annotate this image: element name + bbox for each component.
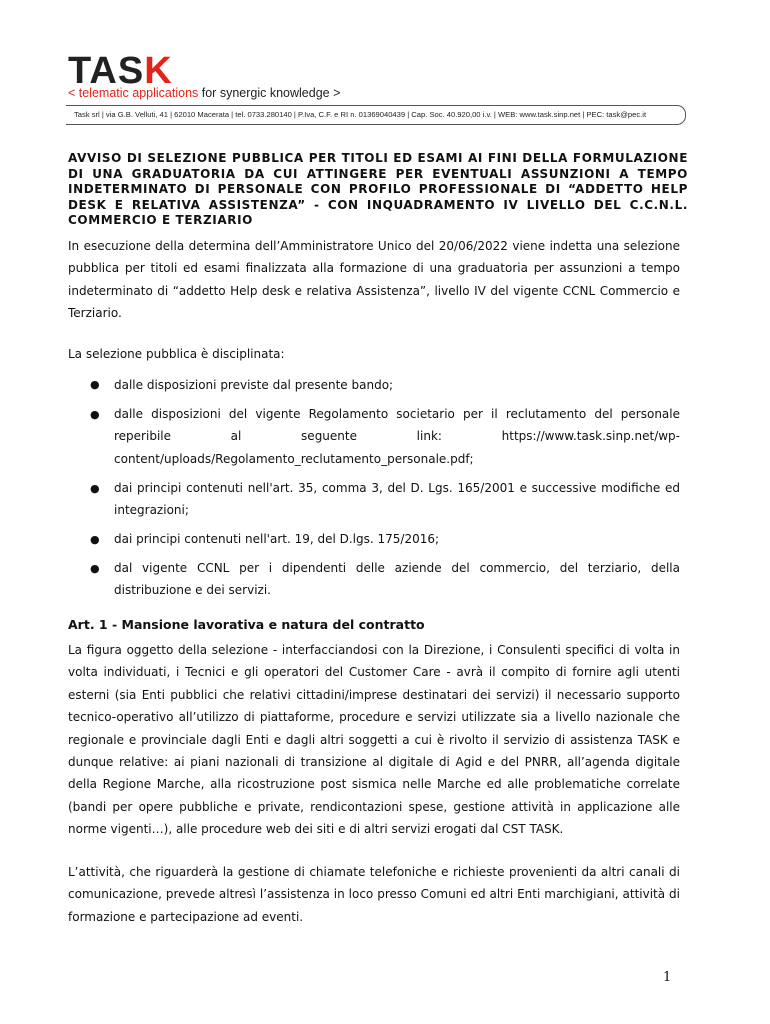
- bullet-icon: ●: [90, 482, 100, 495]
- tagline-part1: < telematic applications: [68, 86, 199, 100]
- bullet-icon: ●: [90, 562, 100, 575]
- article-1-paragraph-1: La figura oggetto della selezione - interfacciandosi con la Direzione, i Consulenti specifici di volta in volta individuati, i Tecnici e gli operatori del Customer Care - avrà il compito di fornire agli utenti esterni (sia Enti pubblici che relativi cittadini/imprese destinatari dei servizi) il necessario supporto tecnico-operativo all’utilizzo di piattaforme, procedure e servizi utilizzate sia a livello nazionale che regionale e provinciale dagli Enti e dagli altri soggetti a cui è rivolto il servizio di assistenza TASK e dunque relative: ai piani nazionali di transizione al digitale di Agid e del PNRR, all’agenda digitale della Regione Marche, alla ricostruzione post sismica nelle Marche ed alle problematiche correlate (bandi per opere pubbliche e private, rendicontazioni spese, gestione attività in applicazione alle norme vigenti…), alle procedure web dei siti e di altri servizi erogati dal CST TASK.: [68, 643, 680, 837]
- article-1-paragraph-2: L’attività, che riguarderà la gestione di chiamate telefoniche e richieste provenienti da altri canali di comunicazione, prevede altresì l’assistenza in loco presso Comuni ed altri Enti marchigiani, attività di formazione e partecipazione ad eventi.: [68, 865, 680, 924]
- company-info-bar: Task srl | via G.B. Velluti, 41 | 62010 Macerata | tel. 0733.280140 | P.Iva, C.F. e RI n. 01369040439 | Cap. Soc. 40.920,00 i.v. | WEB: www.task.sinp.net | PEC: task@pec.it: [66, 105, 686, 125]
- document-title: AVVISO DI SELEZIONE PUBBLICA PER TITOLI ED ESAMI AI FINI DELLA FORMULAZIONE DI UNA GRADUATORIA DA CUI ATTINGERE PER EVENTUALI ASSUNZIONI A TEMPO INDETERMINATO DI PERSONALE CON PROFILO PROFESSIONALE DI “ADDETTO HELP DESK E RELATIVA ASSISTENZA” - CON INQUADRAMENTO IV LIVELLO DEL C.C.N.L. COMMERCIO E TERZIARIO: [68, 151, 688, 227]
- list-item: dai principi contenuti nell'art. 19, del D.lgs. 175/2016;: [114, 532, 440, 546]
- company-tagline: [68, 86, 340, 100]
- logo-text: TAS: [68, 50, 145, 92]
- company-logo: [68, 52, 173, 90]
- list-item: dai principi contenuti nell'art. 35, comma 3, del D. Lgs. 165/2001 e successive modifiche ed integrazioni;: [114, 481, 680, 518]
- intro-paragraph: In esecuzione della determina dell’Amministratore Unico del 20/06/2022 viene indetta una selezione pubblica per titoli ed esami finalizzata alla formazione di una graduatoria per assunzioni a tempo indeterminato di “addetto Help desk e relativa Assistenza”, livello IV del vigente CCNL Commercio e Terziario.: [68, 239, 680, 321]
- bullet-icon: ●: [90, 408, 100, 421]
- list-intro: La selezione pubblica è disciplinata:: [68, 347, 285, 361]
- list-item: dal vigente CCNL per i dipendenti delle aziende del commercio, del terziario, della distribuzione e dei servizi.: [114, 561, 680, 598]
- logo-accent-letter: K: [144, 50, 173, 92]
- tagline-part2: for synergic knowledge >: [198, 86, 341, 100]
- bullet-icon: ●: [90, 378, 100, 391]
- list-item: dalle disposizioni del vigente Regolamento societario per il reclutamento del personale reperibile al seguente link: https://www.task.sinp.net/wp-content/uploads/Regolamento_reclutamento_personale.pdf;: [114, 407, 680, 466]
- list-item: dalle disposizioni previste dal presente bando;: [114, 378, 394, 392]
- page-number: 1: [663, 970, 672, 985]
- article-1-heading: Art. 1 - Mansione lavorativa e natura del contratto: [68, 617, 425, 632]
- bullet-icon: ●: [90, 533, 100, 546]
